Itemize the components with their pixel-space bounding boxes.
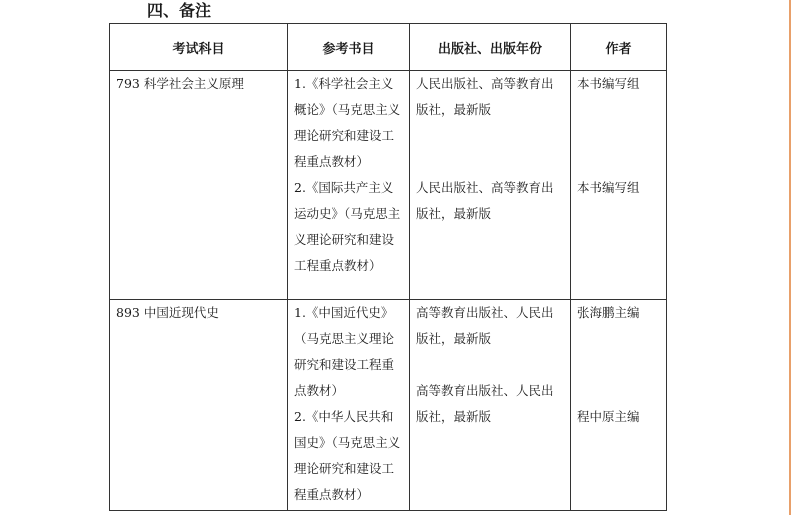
subject-text: 793 科学社会主义原理 bbox=[116, 76, 244, 91]
reference-books-table bbox=[109, 23, 667, 511]
header-author: 作者 bbox=[571, 24, 667, 71]
author-entry: 程中原主编 bbox=[577, 409, 640, 424]
header-publisher-year: 出版社、出版年份 bbox=[410, 24, 571, 71]
table-row bbox=[110, 300, 667, 511]
books-cell bbox=[288, 300, 410, 511]
book-entry: 2.《中华人民共和国史》（马克思主义理论研究和建设工程重点教材） bbox=[294, 409, 401, 502]
publisher-cell bbox=[410, 300, 571, 511]
table-header-row bbox=[110, 24, 667, 71]
book-entry: 2.《国际共产主义运动史》（马克思主义理论研究和建设工程重点教材） bbox=[294, 180, 401, 273]
table-row bbox=[110, 71, 667, 300]
header-exam-subject: 考试科目 bbox=[110, 24, 288, 71]
publisher-entry: 人民出版社、高等教育出版社，最新版 bbox=[416, 76, 554, 117]
author-entry: 本书编写组 bbox=[577, 180, 640, 195]
publisher-entry: 高等教育出版社、人民出版社，最新版 bbox=[416, 383, 554, 424]
books-cell bbox=[288, 71, 410, 300]
publisher-entry: 人民出版社、高等教育出版社，最新版 bbox=[416, 180, 554, 221]
publisher-cell bbox=[410, 71, 571, 300]
header-reference-books: 参考书目 bbox=[288, 24, 410, 71]
subject-text: 893 中国近现代史 bbox=[116, 305, 219, 320]
author-cell bbox=[571, 71, 667, 300]
subject-cell bbox=[110, 71, 288, 300]
page-edge-accent bbox=[789, 0, 791, 515]
publisher-entry: 高等教育出版社、人民出版社，最新版 bbox=[416, 305, 554, 346]
subject-cell bbox=[110, 300, 288, 511]
section-title: 四、备注 bbox=[147, 1, 212, 20]
author-entry: 张海鹏主编 bbox=[577, 305, 640, 320]
author-cell bbox=[571, 300, 667, 511]
book-entry: 1.《中国近代史》（马克思主义理论研究和建设工程重点教材） bbox=[294, 305, 395, 398]
book-entry: 1.《科学社会主义概论》（马克思主义理论研究和建设工程重点教材） bbox=[294, 76, 401, 169]
author-entry: 本书编写组 bbox=[577, 76, 640, 91]
